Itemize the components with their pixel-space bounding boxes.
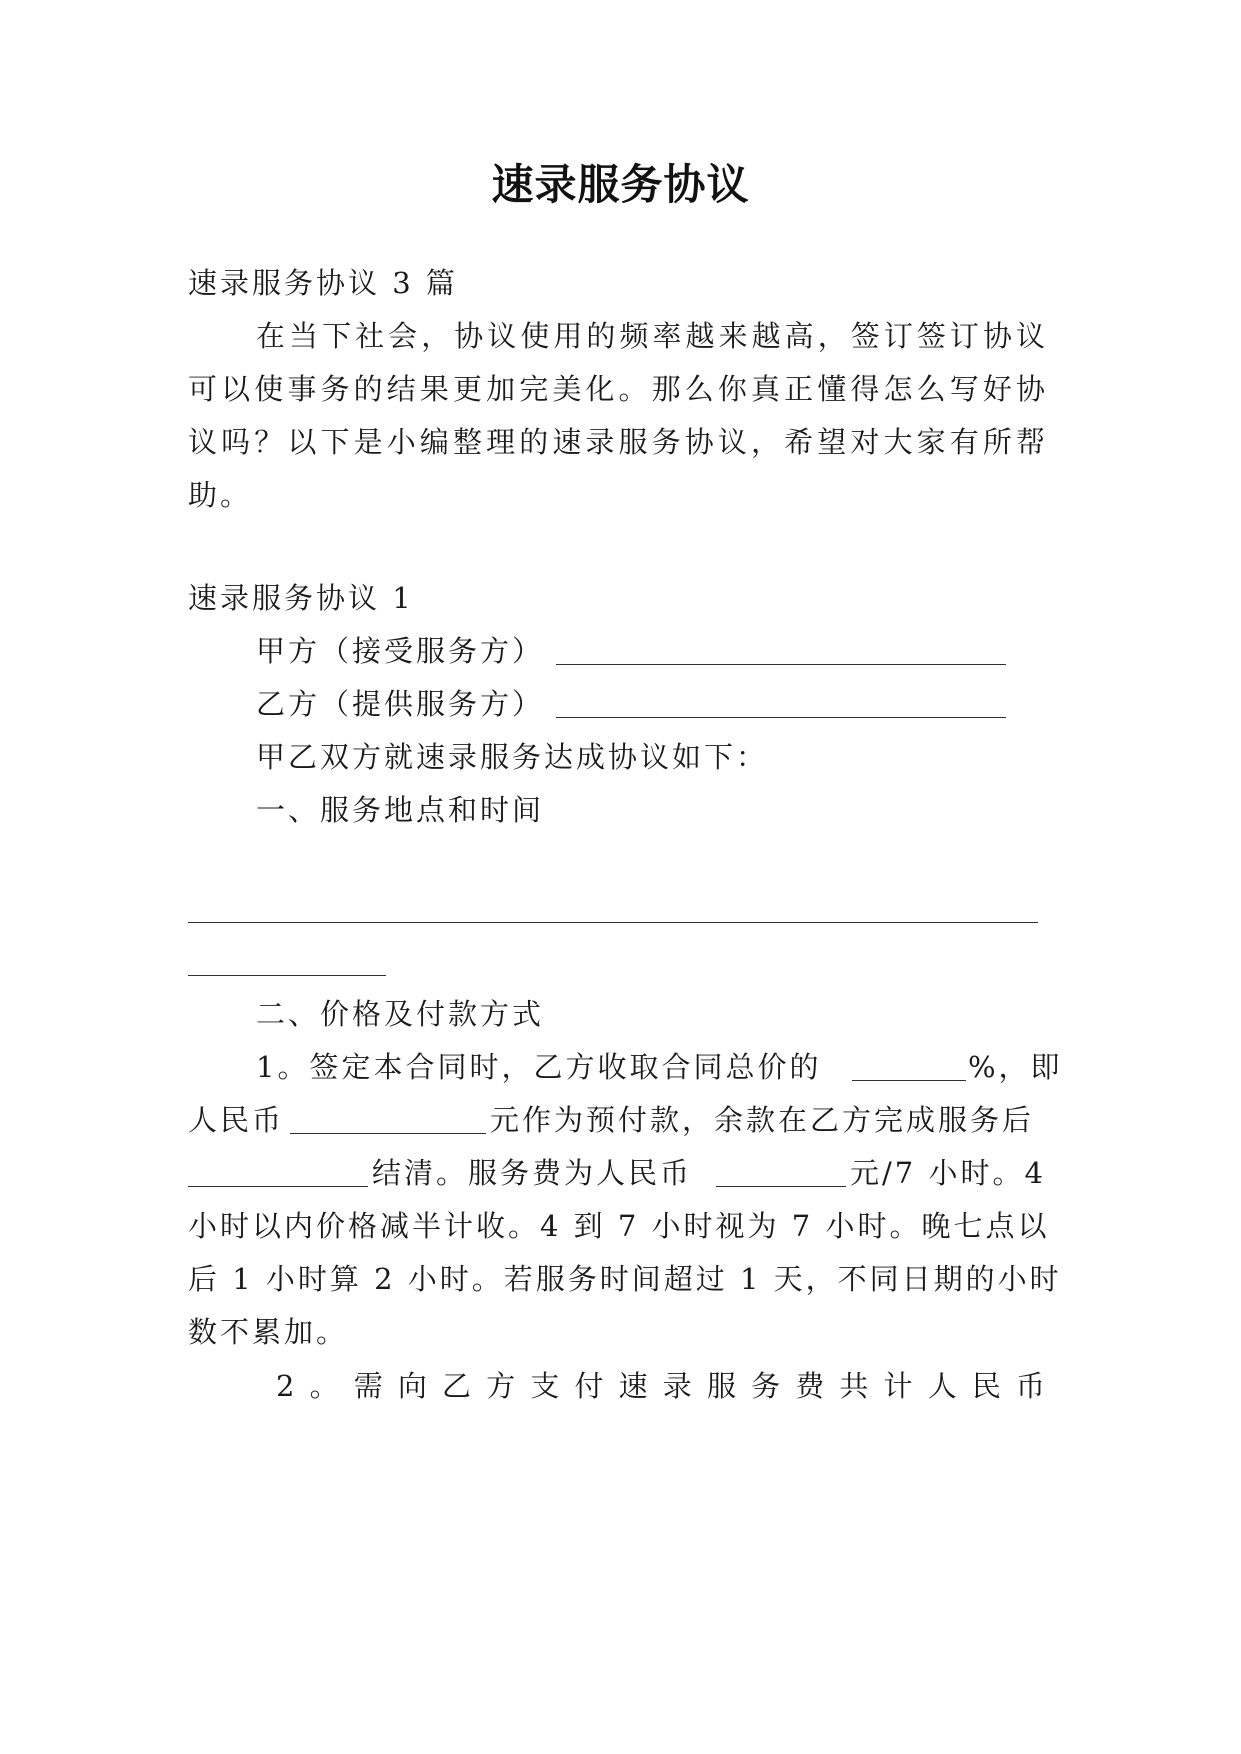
intro-line-3: 议吗？以下是小编整理的速录服务协议，希望对大家有所帮 [188,425,1048,459]
fee-blank [716,1186,846,1187]
clause-1-blank-line-1 [188,922,1038,923]
percentage-blank [852,1080,966,1081]
document-subtitle: 速录服务协议 3 篇 [188,266,458,300]
clause-2-item-1-line-2a: 人民币 [188,1103,285,1137]
settlement-blank [188,1186,368,1187]
clause-2-item-1-line-5: 后 1 小时算 2 小时。若服务时间超过 1 天，不同日期的小时 [188,1262,1062,1296]
party-b-blank [556,717,1006,718]
clause-2-item-1-line-1a: 1。签定本合同时，乙方收取合同总价的 [256,1050,822,1084]
party-b-label: 乙方（提供服务方） [256,687,545,721]
clause-1-blank-line-2 [188,975,386,976]
clause-2-item-2-line-1: 2。需向乙方支付速录服务费共计人民币 [276,1369,1048,1403]
section-heading: 速录服务协议 1 [188,581,414,615]
prepayment-blank [290,1133,486,1134]
clause-2-item-1-line-3a: 结清。服务费为人民币 [372,1156,693,1190]
intro-line-4: 助。 [188,478,253,512]
clause-2-item-1-line-1b: %，即 [968,1050,1063,1084]
party-a-label: 甲方（接受服务方） [256,634,545,668]
clause-2-item-1-line-6: 数不累加。 [188,1315,349,1349]
agreement-intro: 甲乙双方就速录服务达成协议如下： [256,740,769,774]
party-a-blank [556,664,1006,665]
clause-2-item-1-line-3b: 元/7 小时。4 [850,1156,1046,1190]
intro-line-1: 在当下社会，协议使用的频率越来越高，签订签订协议 [256,319,1048,353]
clause-2-item-1-line-4: 小时以内价格减半计收。4 到 7 小时视为 7 小时。晚七点以 [188,1209,1050,1243]
clause-2-heading: 二、价格及付款方式 [256,997,545,1031]
intro-line-2: 可以使事务的结果更加完美化。那么你真正懂得怎么写好协 [188,372,1048,406]
document-title: 速录服务协议 [491,160,750,209]
clause-2-item-1-line-2b: 元作为预付款，余款在乙方完成服务后 [490,1103,1035,1137]
clause-1-heading: 一、服务地点和时间 [256,793,545,827]
